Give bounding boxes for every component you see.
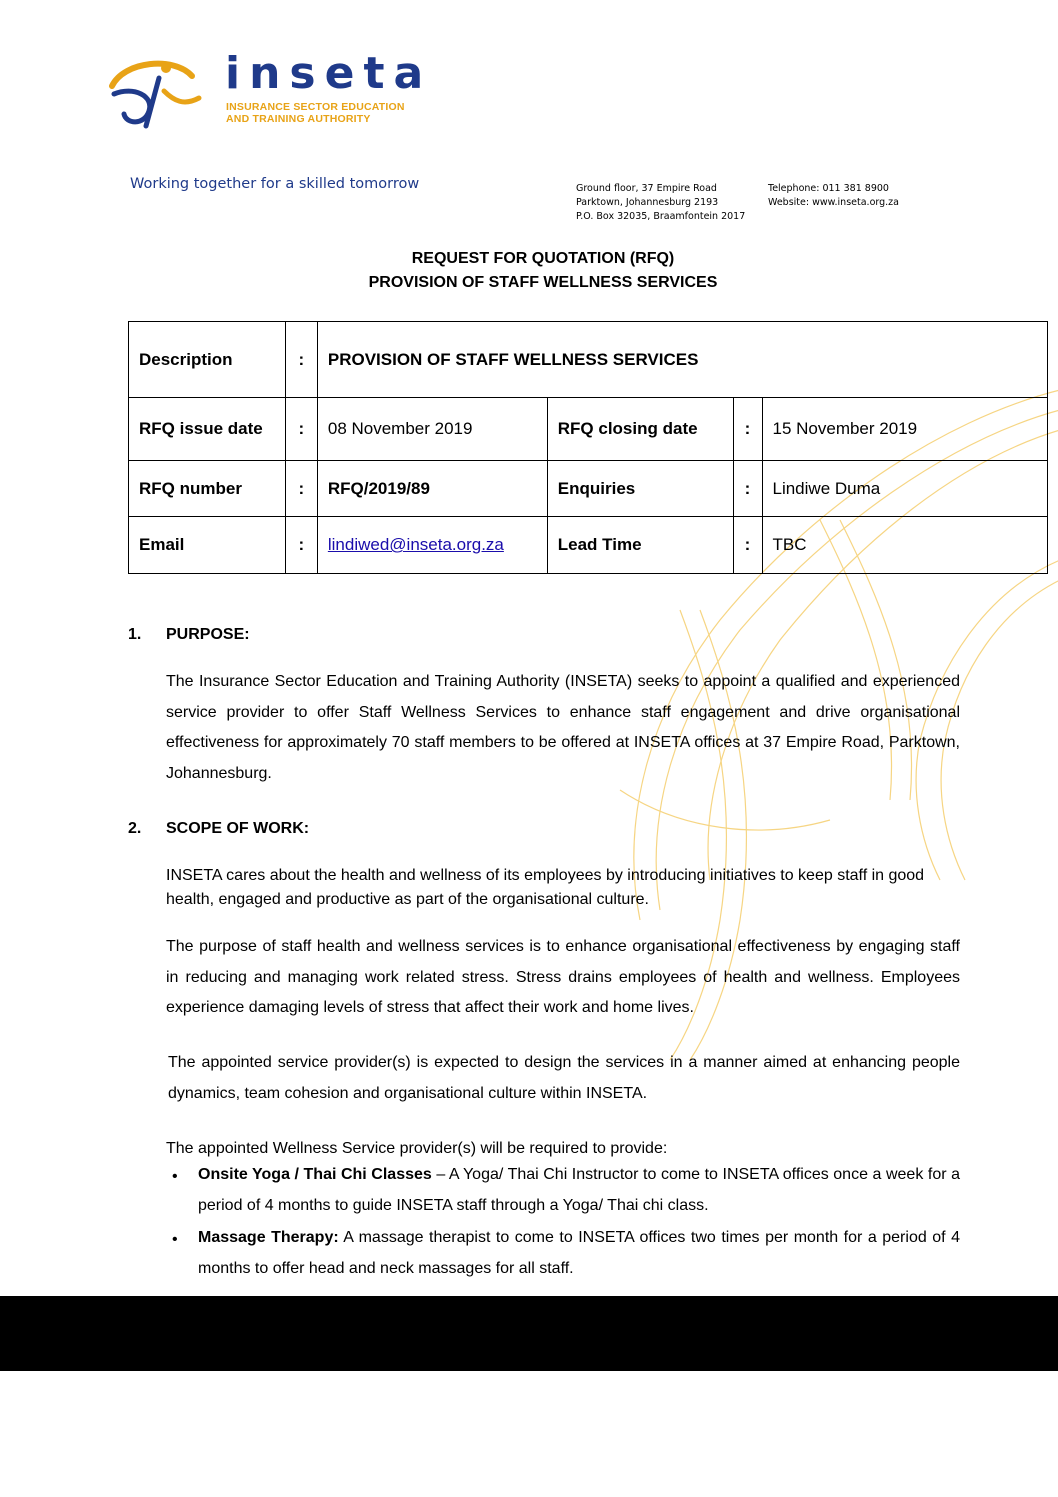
logo-wordmark: inseta — [225, 48, 433, 99]
table-row — [129, 461, 1048, 517]
colon: : — [285, 322, 317, 398]
description-label: Description — [129, 322, 286, 398]
black-overlay-bar — [0, 1296, 1058, 1371]
table-row — [129, 517, 1048, 574]
postal-address: Ground floor, 37 Empire Road Parktown, Johannesburg 2193 P.O. Box 32035, Braamfontein 2017 — [576, 183, 746, 222]
scope-paragraph-2: The purpose of staff health and wellness services is to enhance organisational effectiveness by engaging staff in reducing and managing work related stress. Stress drains employees of health and wellness. Employees experience damaging levels of stress that affect their work and home lives. — [166, 938, 960, 1016]
scope-paragraph-3: The appointed service provider(s) is expected to design the services in a manner aimed at enhancing people dynamics, team cohesion and organisational culture within INSETA. — [168, 1054, 960, 1102]
doc-title: REQUEST FOR QUOTATION (RFQ) — [411, 250, 675, 267]
lead-time-value: TBC — [762, 517, 1048, 574]
issue-date-label: RFQ issue date — [129, 398, 286, 461]
email-cell — [317, 517, 547, 574]
table-row — [129, 322, 1048, 398]
bullet-text: A massage therapist to come to INSETA offices two times per month for a period of 4 months to offer head and neck massages for all staff. — [198, 1229, 960, 1277]
email-label: Email — [129, 517, 286, 574]
colon: : — [733, 461, 762, 517]
colon: : — [285, 461, 317, 517]
email-link[interactable]: lindiwed@inseta.org.za — [327, 535, 504, 554]
scope-number: 2. — [128, 820, 142, 837]
contact-details: Telephone: 011 381 8900 Website: www.inseta.org.za — [768, 183, 899, 208]
enquiries-label: Enquiries — [547, 461, 733, 517]
bullet-title: Massage Therapy: — [198, 1229, 339, 1246]
doc-subtitle: PROVISION OF STAFF WELLNESS SERVICES — [368, 274, 718, 291]
lead-time-label: Lead Time — [547, 517, 733, 574]
bullet-marker: • — [172, 1231, 178, 1248]
bullet-marker: • — [172, 1168, 178, 1185]
scope-paragraph-4: The appointed Wellness Service provider(s) will be required to provide: — [166, 1140, 668, 1157]
colon: : — [285, 398, 317, 461]
rfq-number-label: RFQ number — [129, 461, 286, 517]
bullet-title: Onsite Yoga / Thai Chi Classes — [198, 1166, 432, 1183]
closing-date-value: 15 November 2019 — [762, 398, 1048, 461]
scope-paragraph-1: INSETA cares about the health and wellness of its employees by introducing initiatives to keep staff in good health, engaged and productive as part of the organisational culture. — [166, 867, 925, 908]
issue-date-value: 08 November 2019 — [317, 398, 547, 461]
tagline: Working together for a skilled tomorrow — [130, 176, 420, 192]
rfq-info-table — [128, 321, 1048, 574]
scope-heading: SCOPE OF WORK: — [166, 820, 310, 837]
bullet-text: – A Yoga/ Thai Chi Instructor to come to INSETA offices once a week for a period of 4 months to guide INSETA staff through a Yoga/ Thai chi class. — [198, 1166, 961, 1214]
enquiries-value: Lindiwe Duma — [762, 461, 1048, 517]
logo-subtitle: INSURANCE SECTOR EDUCATION AND TRAINING AUTHORITY — [226, 101, 405, 125]
list-item — [198, 1222, 960, 1284]
closing-date-label: RFQ closing date — [547, 398, 733, 461]
colon: : — [733, 398, 762, 461]
purpose-number: 1. — [128, 626, 142, 643]
colon: : — [285, 517, 317, 574]
purpose-paragraph: The Insurance Sector Education and Training Authority (INSETA) seeks to appoint a qualified and experienced service provider to offer Staff Wellness Services to enhance staff engagement and drive organisational effectiveness for approximately 70 staff members to be offered at INSETA offices at 37 Empire Road, Parktown, Johannesburg. — [166, 673, 960, 782]
list-item — [198, 1159, 960, 1221]
table-row — [129, 398, 1048, 461]
colon: : — [733, 517, 762, 574]
rfq-number-value: RFQ/2019/89 — [317, 461, 547, 517]
description-value: PROVISION OF STAFF WELLNESS SERVICES — [317, 322, 1047, 398]
purpose-heading: PURPOSE: — [166, 626, 250, 643]
